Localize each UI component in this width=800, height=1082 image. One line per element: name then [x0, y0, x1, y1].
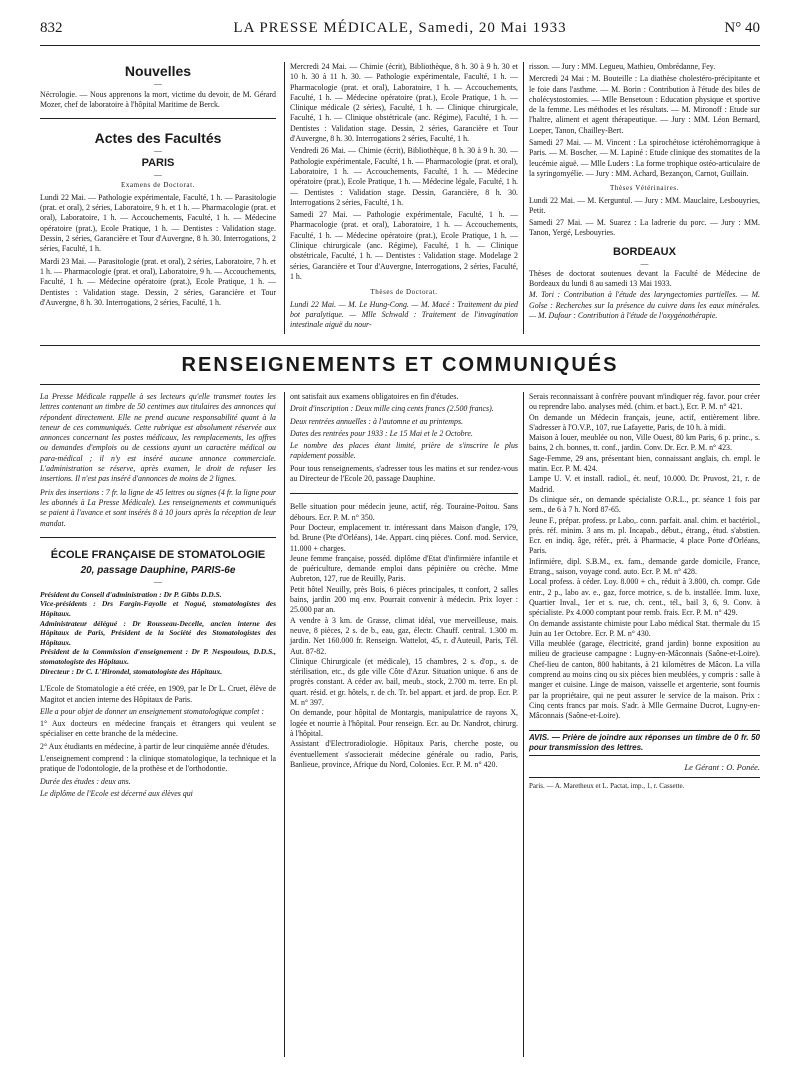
officer-entry: Président de la Commission d'enseignement : Dr P. Nespoulous, D.D.S., stomatologiste des Hôpitaux. — [40, 647, 276, 667]
classified-ad: On demande, pour hôpital de Montargis, manipulatrice de rayons X, logée et nourrie à l'hôpital. Pour renseign. Ecr. au Dr. Nandrot, chirurg. à l'hôpital. — [290, 708, 518, 738]
title-dash: — — [154, 576, 162, 586]
ecole-fees: Droit d'inscription : Deux mille cinq cents francs (2.500 francs). — [290, 404, 494, 414]
gerant-signature: Le Gérant : O. Ponée. — [684, 761, 760, 772]
ecole-address: 20, passage Dauphine, PARIS-6e — [80, 564, 236, 576]
ecole-contact: Pour tous renseignements, s'adresser tous les matins et sur rendez-vous au Directeur de l'Ecole 20, passage Dauphine. — [290, 463, 518, 484]
ecole-body: L'enseignement comprend : la clinique stomatologique, la technique et la pratique de l'odontologie, de la prothèse et de l'orthodontie. — [40, 753, 276, 774]
classified-ad: On demande un Médecin français, jeune, actif, entièrement libre. S'adresser à l'O.V.P., 107, rue Lafayette, Paris, de 10 h. à midi. — [529, 412, 760, 432]
ecole-places: Le nombre des places étant limité, prière de s'inscrire le plus rapidement possible. — [290, 441, 518, 461]
exam-schedule-vendredi: Vendredi 26 Mai. — Chimie (écrit), Bibliothèque, 8 h. 30 à 9 h. 30. — Pathologie expérimentale, Faculté, 1 h. — Pharmacologie (prat. et oral), Laboratoire, 1 h. — Accouchements, Faculté, 1 h. — Médecine opératoire (prat.), Ecole Pratique, 1 h. — Médecine légale, Faculté, 1 h. — Dentistes : Validation stage. Dessin, Garancière, 8 h. 30. Interrogations 2 séries, Faculté, 1 h. — [290, 146, 518, 207]
ecole-body: 2° Aux étudiants en médecine, à partir de leur cinquième année d'études. — [40, 741, 270, 751]
ecole-body: 1° Aux docteurs en médecine français et étrangers qui veulent se spécialiser en cette branche de la médecine. — [40, 719, 276, 739]
section-rule — [40, 537, 276, 538]
theses-veterinaires-subhead: Thèses Vétérinaires. — [609, 184, 679, 193]
journal-title: LA PRESSE MÉDICALE, Samedi, 20 Mai 1933 — [233, 20, 567, 36]
page-number: 832 — [40, 20, 63, 36]
ecole-body: L'Ecole de Stomatologie a été créée, en 1909, par le Dr L. Cruet, élève de Magitot et ancien interne des Hôpitaux de Paris. — [40, 684, 276, 704]
classified-ad: Jeune F., prépar. profess. pr Labo,. conn. parfait. anal. chim. et bactériol., prés. réf. minim. 3 ans m. pl. Incapab., début., étrang., étud. s'abstien. Ecr. en indiq. âge, référ., prét. à Pharmacie, 4 place Porte d'Orléans, Paris. — [529, 515, 760, 556]
bordeaux-title: BORDEAUX — [613, 245, 676, 258]
insertion-prices: Prix des insertions : 7 fr. la ligne de 45 lettres ou signes (4 fr. la ligne pour les abonnés à La Presse Médicale). Les renseignements et communiqués se paient à l'avance et sont insérés 8 à 10 jours après la réception de leur mandat. — [40, 487, 276, 528]
nouvelles-title: Nouvelles — [124, 63, 192, 79]
classified-ad: Jeune femme française, posséd. diplôme d'Etat d'infirmière infantile et de puériculture, demande emploi dans pépinière ou crèche. Mme Aubreton, 127, rue de Reuilly, Paris. — [290, 553, 518, 584]
bordeaux-intro: Thèses de doctorat soutenues devant la Faculté de Médecine de Bordeaux du lundi 8 au samedi 13 Mai 1933. — [529, 268, 760, 289]
classified-ad: Clinique Chirurgicale (et médicale), 15 chambres, 2 s. d'op., s. de stérilisation, etc., ds gde ville Côte d'Azur. Situation unique. 6 ans de progrès constant. A céder av. bail, meub., stock, 2.700 m. terre. En pl. quart. résid. et gr. hôtels, r. de ch. Tr. bel appart. et jard. de prop. Ecr. P. M. n° 397. — [290, 656, 518, 708]
classified-ad: On demande assistante chimiste pour Labo médical Stat. thermale du 15 Juin au 1er Octobre. Ecr. P. M. n° 430. — [529, 618, 760, 638]
section-rule — [290, 493, 518, 494]
ecole-body: Elle a pour objet de donner un enseignement stomatologique complet : — [40, 706, 264, 716]
exam-schedule-samedi: Samedi 27 Mai. — Pathologie expérimentale, Faculté, 1 h. — Pharmacologie (prat. et oral), Laboratoire, 1 h. — Accouchements, Faculté, 1 h. — Médecine opératoire (prat.), Ecole Pratique, 1 h. — Clinique chirurgicale (anc. Régime), Faculté, 1 h. — Clinique obstétricale, Faculté, 1 h. — Dentistes : Validation stage. Modelage 2 séries, Garancière et Tour d'Auvergne, Interrogations, 2 séries, Faculté, 1 h. — [290, 210, 518, 281]
paris-title: PARIS — [141, 156, 175, 169]
actes-title: Actes des Facultés — [94, 129, 222, 146]
theses-samedi: Samedi 27 Mai. — M. Vincent : La spirochétose ictérohémorragique à Paris. — M. Boscher. — M. Lapiné : Etude clinique des stomatites de la leucémie aiguë. — Mlle Luders : La forme trophique ostéo-articulaire de la syringomyélie. — Jury : MM. Achard, Bezançon, Carnot, Guillain. — [529, 138, 760, 178]
vet-samedi: Samedi 27 Mai. — M. Suarez : La ladrerie du porc. — Jury : MM. Tanon, Yergé, Lesbouyries. — [529, 218, 760, 238]
communiques-title: RENSEIGNEMENTS ET COMMUNIQUÉS — [181, 354, 619, 376]
ecole-body: Le diplôme de l'Ecole est décerné aux élèves qui — [40, 788, 193, 798]
title-dash: — — [154, 145, 162, 155]
classified-ad: Pour Docteur, emplacement tr. intéressant dans Maison d'angle, 179, bd. Brune (Pte d'Orléans), 14e. Appart. cinq pièces. Conf. mod. Service, 11.000 + charges. — [290, 522, 518, 553]
section-rule — [529, 777, 760, 778]
column-divider — [284, 62, 285, 334]
necrologie-text: Nécrologie. — Nous apprenons la mort, victime du devoir, de M. Gérard Mozer, chef de laboratoire à l'hôpital Maritime de Berck. — [40, 90, 276, 110]
exam-schedule-mardi: Mardi 23 Mai. — Parasitologie (prat. et oral), 2 séries, Laboratoire, 7 h. et 1 h. — Pharmacologie (prat. et oral), Laboratoire, 9 h. — Accouchements, Faculté, 1 h. — Médecine opératoire (prat.), Ecole Pratique, 1 h. — Dentistes : Validation stage. Dessin, 2 séries, Garancière et Tour d'Auvergne, 8 h. 30. Interrogations, 2 séries, Faculté, 1 h. — [40, 256, 276, 307]
avis-notice: AVIS. — Prière de joindre aux réponses un timbre de 0 fr. 50 pour transmission des lettres. — [529, 730, 760, 756]
communiques-banner — [40, 345, 760, 385]
classified-ad: Infirmière, dipl. S.B.M., ex. fam., demande garde domicile, France, Etrang., saison, voyage cond. auto. Ecr. P. M. n° 428. — [529, 556, 760, 577]
officer-entry: Vice-présidents : Drs Fargin-Fayolle et Nogué, stomatologistes des Hôpitaux. — [40, 599, 276, 619]
ecole-title: ÉCOLE FRANÇAISE DE STOMATOLOGIE — [50, 548, 266, 561]
issue-number: N° 40 — [724, 20, 760, 36]
column-divider — [523, 62, 524, 334]
column-divider — [523, 392, 524, 1057]
officer-entry: Administrateur délégué : Dr Rousseau-Decelle, ancien interne des Hôpitaux de Paris, Président de la Société des Stomatologistes des Hôpitaux. — [40, 618, 276, 647]
classified-ad: Belle situation pour médecin jeune, actif, rég. Touraine-Poitou. Sans débours. Ecr. P. M. n° 350. — [290, 502, 518, 522]
classified-ad: Assistant d'Electroradiologie. Hôpitaux Paris, cherche poste, ou éventuellement s'associerait médecine générale ou radio, Paris, Banlieue, province, Afrique du Nord, Colonies. Ecr. P. M. n° 420. — [290, 739, 518, 769]
classified-ad: Maison à louer, meublée ou non, Ville Ouest, 80 km Paris, 6 p. princ., s. bains, 2 ch. bonnes, tt. conf., jardin. Conv. Dr. Ecr. P. M. n° 423. — [529, 433, 760, 453]
ecole-body: Durée des études : deux ans. — [40, 776, 131, 786]
officer-entry: Président du Conseil d'administration : Dr P. Gibbs D.D.S. — [40, 589, 222, 599]
title-dash: — — [154, 79, 162, 88]
classified-ad: Lampe U. V. et install. radiol., ét. neuf, 10.000. Dr. Pruvost, 21, r. de Madrid. — [529, 474, 760, 494]
officer-entry: Directeur : Dr C. L'Hirondel, stomatologiste des Hôpitaux. — [40, 666, 223, 676]
exam-schedule-mercredi: Mercredi 24 Mai. — Chimie (écrit), Bibliothèque, 8 h. 30 à 9 h. 30 et 10 h. 30 à 11 h. 30. — Pathologie expérimentale, Faculté, 1 h. — Pharmacologie (prat. et oral), Laboratoire, 1 h. — Accouchements, Faculté, 1 h. — Médecine opératoire (prat.), Ecole Pratique, 1 h. — Clinique médicale (2 séries), Faculté, 1 h. — Clinique chirurgicale, Faculté, 1 h. — Clinique obstétricale (anc. Régime), Faculté, 1 h. — Dentistes : Validation stage. Dessin, 2 séries, Garancière et Tour d'Auvergne, 8 h. 30. Interrogations 2 séries, Faculté, 1 h. — [290, 62, 518, 144]
printer-imprint: Paris. — A. Maretheux et L. Pactat, imp., 1, r. Cassette. — [529, 781, 685, 790]
ecole-rentrees: Deux rentrées annuelles : à l'automne et au printemps. — [290, 416, 463, 426]
bottom-column-3 — [529, 392, 760, 791]
column-divider — [284, 392, 285, 1057]
theses-mercredi: Mercredi 24 Mai : M. Bouteille : La diathèse cholestéro-précipitante et le foie dans l'asthme. — M. Borin : Contribution à l'étude des biles de cholécystostomies. — Mlle Bensetoun : Education physique et sportive de la femme. Les méthodes et les résultats. — M. Mironoff : Etude sur l'haltre, aliment et agent thérapeutique. — Jury : MM. Léon Bernard, Loeper, Tanon, Chailley-Bert. — [529, 74, 760, 135]
classified-ad: Ds clinique sér., on demande spécialiste O.R.L., pr. séance 1 fois par sem., de 6 à 7 h. Nord 87-65. — [529, 494, 760, 515]
classified-ad: Villa meublée (garage, électricité, grand jardin) bonne exposition au milieu de gracieuse campagne : Lugny-en-Mâconnais (Saône-et-Loire). Chef-lieu de canton, 800 habitants, à 21 kilomètres de Mâcon. La villa comprend au moins cinq ou six pièces bien meublées, y compris : salle à manger et cuisine. Linge de maison, vaisselle et argenterie, sont fournis par la propriétaire, qui ne peut assurer le service de la maison. Prix : Cinq cents francs par mois. S'adr. à Mlle Germaine Ducrot, Lugny-en-Mâconnais (Saône-et-Loire). — [529, 639, 760, 721]
bordeaux-theses: M. Tori : Contribution à l'étude des laryngectomies partielles. — M. Golse : Recherches sur la présence du cuivre dans les eaux minérales. — M. Dufour : Contribution à l'étude de l'oxygénothérapie. — [529, 290, 760, 320]
theses-jury-cont: risson. — Jury : MM. Legueu, Mathieu, Ombrédanne, Fey. — [529, 62, 716, 71]
theses-lundi: Lundi 22 Mai. — M. Le Hung-Cong. — M. Macé : Traitement du pied bot paralytique. — Mlle Schwald : Traitement de l'invagination intestinale aiguë du nour- — [290, 299, 518, 330]
page-header — [40, 20, 760, 46]
exam-schedule-lundi: Lundi 22 Mai. — Pathologie expérimentale, Faculté, 1 h. — Parasitologie (prat. et oral), 2 séries, Laboratoire, 9 h. et 1 h. — Pharmacologie (prat. et oral), Laboratoire, 1 h. — Accouchements, Faculté, 1 h. — Médecine opératoire (prat.), Ecole Pratique, 1 h. — Dentistes : Validation stage. Dessin, 2 séries, Garancière et Tour d'Auvergne, 8 h. 30. Interrogations, 2 séries, Faculté, 1 h. — [40, 192, 276, 254]
top-column-1 — [40, 62, 276, 308]
theses-subhead: Thèses de Doctorat. — [370, 288, 438, 297]
classified-ad: Serais reconnaissant à confrère pouvant m'indiquer rég. favor. pour créer ou reprendre labo. analyses méd. (chim. et bact.), Ecr. P. M. n° 421. — [529, 392, 760, 412]
ecole-body-cont: ont satisfait aux examens obligatoires en fin d'études. — [290, 392, 459, 401]
doctorat-subhead: Examens de Doctorat. — [120, 180, 195, 189]
classified-ad: Sage-Femme, 29 ans, présentant bien, connaissant anglais, ch. empl. le matin. Ecr. P. M. 424. — [529, 453, 760, 474]
ecole-officers — [40, 590, 276, 676]
bottom-column-1 — [40, 392, 276, 799]
title-dash: — — [640, 258, 649, 268]
top-column-3 — [529, 62, 760, 321]
top-column-2 — [290, 62, 518, 330]
section-rule — [40, 118, 276, 119]
classified-ad: Local profess. à céder. Loy. 8.000 + ch., réduit à 3.800, ch. compr. Gde entr., 2 p., labo av. e., gaz, force motrice, s. de b. installée. Imm. luxe, Quartier Inval., 1er et s. rue, ch. cent., tél., bail 3, 6, 9. Conv. à spécialiste. Px 4.000 comptant pour remb. frais. Ecr. P. M. n° 429. — [529, 577, 760, 618]
bottom-column-2 — [290, 392, 518, 770]
classified-ad: Petit hôtel Neuilly, près Bois, 6 pièces principales, tt confort, 2 salles bains, jardin 200 mq env. Pourrait convenir à médecin. Prix loyer : 25.000 par an. — [290, 584, 518, 615]
editorial-notice: La Presse Médicale rappelle à ses lecteurs qu'elle transmet toutes les lettres contenant un timbre de 50 centimes aux titulaires des annonces qui répondent directement. Elle ne prend aucune responsabilité quant à la teneur de ces communiqués. Cette rubrique est absolument réservée aux annonces concernant les postes médicaux, les remplacements, les offres ou demandes d'emplois ou de cessions ayant un caractère médical ou para-médical ; il n'y est inséré aucune annonce commerciale. L'administration se réserve, après examen, le droit de refuser les insertions. Il n'est pas inséré d'annonces de moins de 2 lignes. — [40, 392, 276, 484]
ecole-dates: Dates des rentrées pour 1933 : Le 15 Mai et le 2 Octobre. — [290, 428, 473, 438]
classified-ad: A vendre à 3 km. de Grasse, climat idéal, vue merveilleuse, mais. neuve, 8 pièces, 2 s. de b., eau, gaz, électr. Chauff. central. 1.300 m. jardin. Net 160.000 fr. Renseign. Wattelot, 45, r. d'Auteuil, Paris, Tél. Aut. 87-82. — [290, 615, 518, 656]
title-dash: — — [154, 169, 162, 179]
vet-lundi: Lundi 22 Mai. — M. Kerguntul. — Jury : MM. Mauclaire, Lesbouyries, Petit. — [529, 195, 760, 215]
